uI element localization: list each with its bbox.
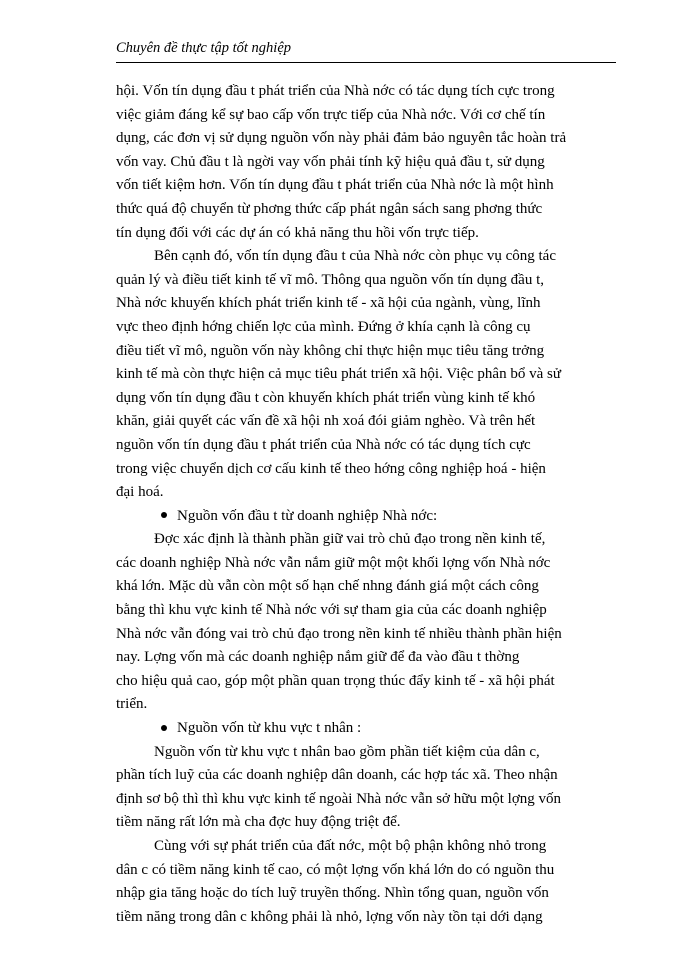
text-line — [116, 835, 616, 859]
line-text: Nguồn vốn từ khu vực t nhân : — [177, 720, 362, 737]
line-text: việc giảm đáng kể sự bao cấp vốn trực tiếp của Nhà nớc. Với cơ chế tín — [116, 106, 546, 123]
line-text: Đợc xác định là thành phần giữ vai trò chủ đạo trong nền kinh tế, — [154, 531, 546, 548]
line-text: phần tích luỹ của các doanh nghiệp dân doanh, các hợp tác xã. Theo nhận — [116, 767, 558, 784]
text-line — [116, 528, 616, 552]
text-line — [116, 788, 616, 812]
body-text — [116, 80, 616, 929]
line-text: điều tiết vĩ mô, nguồn vốn này không chỉ thực hiện mục tiêu tăng trởng — [116, 342, 545, 359]
line-text: quản lý và điều tiết kinh tế vĩ mô. Thông qua nguồn vốn tín dụng đầu t, — [116, 271, 545, 288]
text-line — [116, 741, 616, 765]
bullet-icon — [161, 512, 167, 518]
page-header-title: Chuyên đề thực tập tốt nghiệp — [116, 40, 292, 56]
text-line — [116, 599, 616, 623]
text-line — [116, 80, 616, 104]
text-line — [116, 906, 616, 930]
text-line — [116, 104, 616, 128]
text-line — [116, 575, 616, 599]
line-text: vực theo định hớng chiến lợc của mình. Đứng ở khía cạnh là công cụ — [116, 318, 531, 335]
text-line — [116, 410, 616, 434]
line-text: Nguồn vốn từ khu vực t nhân bao gồm phần tiết kiệm của dân c, — [154, 743, 540, 760]
line-text: đại hoá. — [116, 484, 164, 501]
text-line — [116, 269, 616, 293]
text-line — [116, 198, 616, 222]
line-text: khá lớn. Mặc dù vẫn còn một số hạn chế nhng đánh giá một cách công — [116, 578, 539, 595]
line-text: định sơ bộ thì thì khu vực kinh tế ngoài Nhà nớc vẫn sở hữu một lợng vốn — [116, 790, 562, 807]
text-line — [116, 174, 616, 198]
line-text: Bên cạnh đó, vốn tín dụng đầu t của Nhà nớc còn phục vụ công tác — [154, 248, 556, 265]
line-text: dụng vốn tín dụng đầu t còn khuyến khích phát triển vùng kinh tế khó — [116, 389, 536, 406]
line-text: tiềm năng rất lớn mà cha đợc huy động triệt để. — [116, 814, 401, 831]
bullet-heading — [116, 717, 616, 741]
text-line — [116, 316, 616, 340]
text-line — [116, 363, 616, 387]
line-text: Nhà nớc vẫn đóng vai trò chủ đạo trong nền kinh tế nhiều thành phần hiện — [116, 625, 562, 642]
text-line — [116, 882, 616, 906]
line-text: Nguồn vốn đầu t từ doanh nghiệp Nhà nớc: — [177, 507, 438, 524]
line-text: cho hiệu quả cao, góp một phần quan trọng thúc đẩy kinh tế - xã hội phát — [116, 672, 555, 689]
text-line — [116, 245, 616, 269]
line-text: thức quá độ chuyển từ phơng thức cấp phát ngân sách sang phơng thức — [116, 200, 543, 217]
text-line — [116, 434, 616, 458]
text-line — [116, 292, 616, 316]
line-text: triển. — [116, 696, 148, 713]
text-line — [116, 127, 616, 151]
line-text: kinh tế mà còn thực hiện cả mục tiêu phát triển xã hội. Việc phân bổ và sử — [116, 366, 561, 383]
line-text: nhập gia tăng hoặc do tích luỹ truyền thống. Nhìn tổng quan, nguồn vốn — [116, 885, 549, 902]
line-text: hội. Vốn tín dụng đầu t phát triển của Nhà nớc có tác dụng tích cực trong — [116, 83, 555, 99]
line-text: dụng, các đơn vị sử dụng nguồn vốn này phải đảm bảo nguyên tắc hoàn trả — [116, 130, 567, 147]
text-line — [116, 552, 616, 576]
text-line — [116, 646, 616, 670]
text-line — [116, 222, 616, 246]
text-line — [116, 764, 616, 788]
text-line — [116, 693, 616, 717]
bullet-icon — [161, 725, 167, 731]
text-line — [116, 481, 616, 505]
text-line — [116, 151, 616, 175]
text-line — [116, 623, 616, 647]
line-text: nay. Lợng vốn mà các doanh nghiệp nắm giữ để đa vào đầu t thờng — [116, 649, 520, 666]
line-text: Cùng với sự phát triển của đất nớc, một bộ phận không nhỏ trong — [154, 838, 547, 854]
bullet-heading — [116, 505, 616, 529]
line-text: Nhà nớc khuyến khích phát triển kinh tế - xã hội của ngành, vùng, lĩnh — [116, 295, 541, 312]
line-text: vốn tiết kiệm hơn. Vốn tín dụng đầu t phát triển của Nhà nớc là một hình — [116, 177, 554, 194]
line-text: khăn, giải quyết các vấn đề xã hội nh xoá đói giảm nghèo. Và trên hết — [116, 413, 536, 430]
line-text: tiềm năng trong dân c không phải là nhỏ, lợng vốn này tồn tại dới dạng — [116, 908, 543, 925]
line-text: dân c có tiềm năng kinh tế cao, có một lợng vốn khá lớn do có nguồn thu — [116, 861, 555, 878]
text-line — [116, 458, 616, 482]
line-text: bằng thì khu vực kinh tế Nhà nớc với sự tham gia của các doanh nghiệp — [116, 602, 547, 619]
line-text: vốn vay. Chủ đầu t là ngời vay vốn phải tính kỹ hiệu quả đầu t, sử dụng — [116, 153, 545, 170]
line-text: tín dụng đối với các dự án có khả năng thu hồi vốn trực tiếp. — [116, 224, 479, 241]
text-line — [116, 811, 616, 835]
text-line — [116, 670, 616, 694]
header-rule — [116, 62, 616, 63]
text-line — [116, 387, 616, 411]
line-text: nguồn vốn tín dụng đầu t phát triển của Nhà nớc có tác dụng tích cực — [116, 436, 531, 453]
text-line — [116, 859, 616, 883]
line-text: trong việc chuyển dịch cơ cấu kinh tế theo hớng công nghiệp hoá - hiện — [116, 460, 546, 477]
line-text: các doanh nghiệp Nhà nớc vẫn nắm giữ một một khối lợng vốn Nhà nớc — [116, 554, 551, 571]
text-line — [116, 340, 616, 364]
